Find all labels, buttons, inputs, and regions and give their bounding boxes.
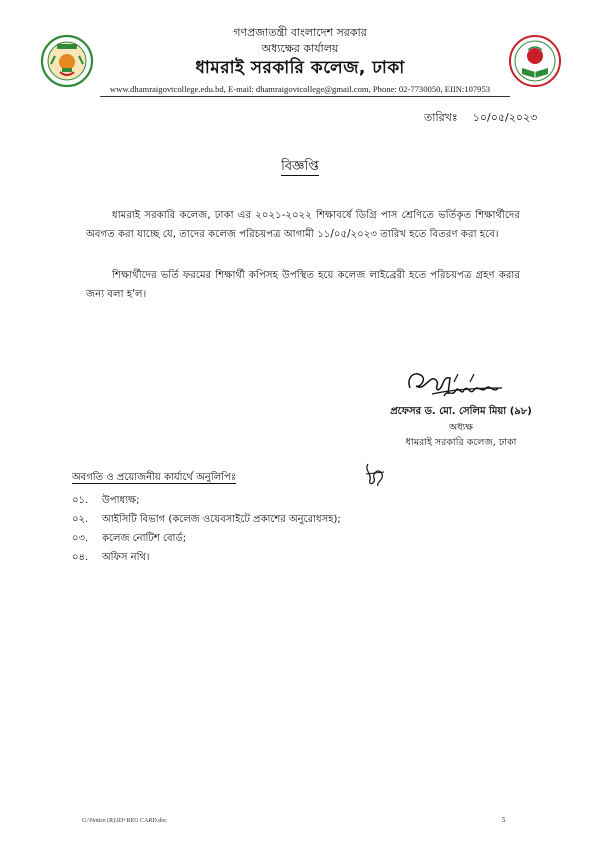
copy-to-item xyxy=(72,512,341,529)
header-divider xyxy=(100,96,510,97)
contact-line: www.dhamraigovtcollege.edu.bd, E-mail: dhamraigovtcollege@gmail.com, Phone: 02-7730050, EIIN:107953 xyxy=(109,84,491,94)
date-line xyxy=(424,109,537,128)
signer-designation: অধ্যক্ষ xyxy=(448,422,473,433)
footer-file-path: G:\Notice (R)\ID+REG CARD.doc xyxy=(82,818,167,824)
copy-to-item xyxy=(72,493,139,510)
copy-to-item-number: ০৩. xyxy=(72,533,89,544)
copy-to-heading xyxy=(72,470,236,487)
copy-to-item-number: ০২. xyxy=(72,514,89,525)
notice-paragraph-1 xyxy=(86,206,520,244)
copy-to-item-text: কলেজ নোটিশ বোর্ড; xyxy=(102,533,187,544)
government-title: গণপ্রজাতন্ত্রী বাংলাদেশ সরকার xyxy=(233,26,367,39)
handwritten-signature xyxy=(404,366,508,406)
notice-title-text: বিজ্ঞপ্তি xyxy=(281,159,319,174)
notice-title xyxy=(0,157,600,178)
copy-to-item xyxy=(72,531,186,548)
copy-to-heading-text: অবগতি ও প্রয়োজনীয় কার্যার্থে অনুলিপিঃ xyxy=(72,472,237,483)
copy-to-item-number: ০১. xyxy=(72,495,89,506)
signer-name: প্রফেসর ড. মো. সেলিম মিয়া (৯৮) xyxy=(390,406,532,417)
college-name-heading: ধামরাই সরকারি কলেজ, ঢাকা xyxy=(195,58,405,78)
copy-to-item-number: ০৪. xyxy=(72,552,89,563)
signer-college: ধামরাই সরকারি কলেজ, ঢাকা xyxy=(405,437,517,448)
copy-to-item-text: আইসিটি বিভাগ (কলেজ ওয়েবসাইটে প্রকাশের অনুরোধসহ); xyxy=(102,514,341,525)
copy-to-item xyxy=(72,550,150,567)
initial-mark xyxy=(362,460,388,492)
date-label: তারিখঃ xyxy=(424,111,458,124)
date-value: ১০/০৫/২০২৩ xyxy=(472,111,538,124)
office-title: অধ্যক্ষের কার্যালয় xyxy=(261,42,339,55)
notice-paragraph-2-text: শিক্ষার্থীদের ভর্তি ফরমের শিক্ষার্থী কপিসহ উপস্থিত হয়ে কলেজ লাইব্রেরী হতে পরিচয়পত্র গ্রহণ করার জন্য বলা হ'ল। xyxy=(86,270,520,300)
copy-to-item-text: উপাধ্যক্ষ; xyxy=(102,495,140,506)
footer-page-number: 5 xyxy=(502,816,506,824)
copy-to-item-text: অফিস নথি। xyxy=(102,552,150,563)
notice-paragraph-2 xyxy=(86,266,520,304)
notice-paragraph-1-text: ধামরাই সরকারি কলেজ, ঢাকা এর ২০২১-২০২২ শিক্ষাবর্ষে ডিগ্রি পাস শ্রেণিতে ভর্তিকৃত শিক্ষার্থীদের অবগত করা যাচ্ছে যে, তাদের কলেজ পরিচয়পত্র আগামী ১১/০৫/২০২৩ তারিখ হতে বিতরণ করা হবে। xyxy=(86,210,520,240)
